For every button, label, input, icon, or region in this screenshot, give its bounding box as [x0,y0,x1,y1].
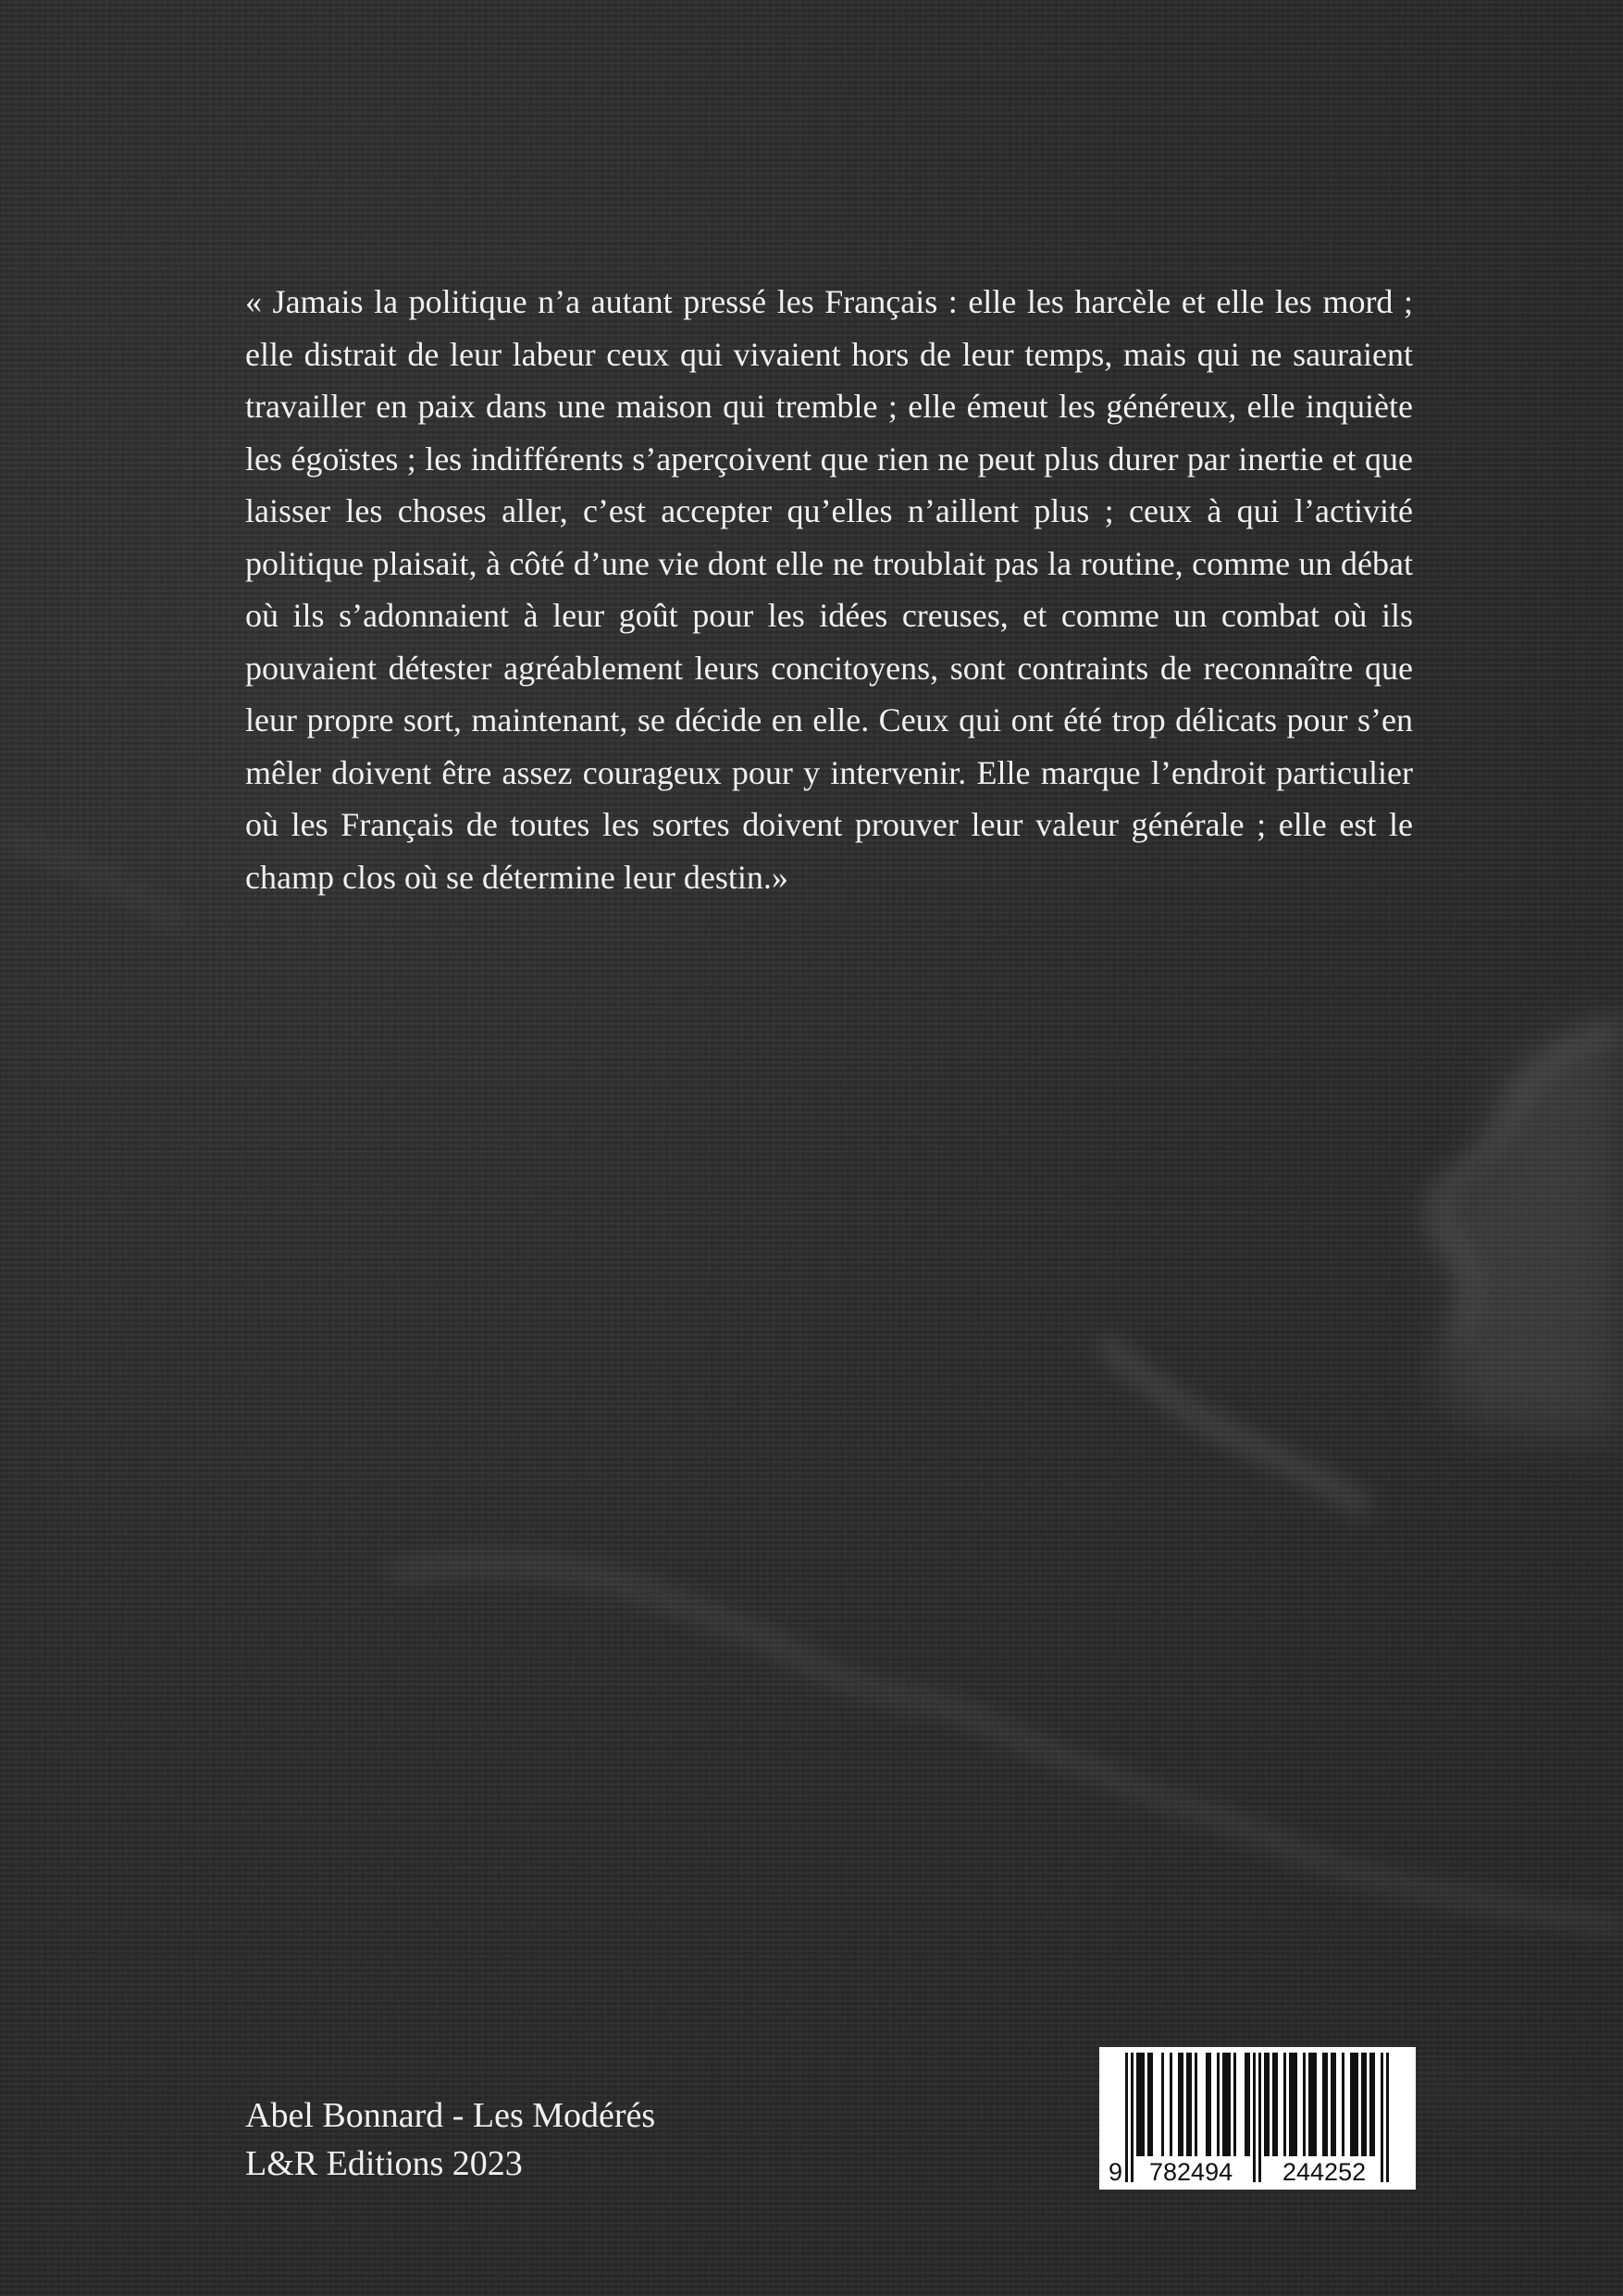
barcode-bar [1292,2053,1295,2156]
isbn-prefix-digit: 9 [1109,2158,1123,2186]
barcode-bar [1275,2053,1278,2156]
barcode-bar [1139,2053,1142,2156]
barcode-bar [1225,2053,1228,2156]
barcode-bar [1186,2053,1189,2156]
barcode-bar [1142,2053,1145,2156]
isbn-left-group: 782494 [1149,2158,1233,2186]
barcode-bar [1325,2053,1328,2156]
barcode-bar [1369,2053,1372,2156]
barcode-bar [1272,2053,1275,2156]
isbn-number [1099,2156,1416,2188]
barcode-bar [1364,2053,1367,2156]
barcode-bar [1136,2053,1139,2156]
barcode-bar [1314,2053,1317,2156]
barcode-bar [1150,2053,1153,2156]
isbn-right-group: 244252 [1282,2158,1367,2186]
barcode-bar [1195,2053,1197,2156]
barcode-bar [1247,2053,1250,2156]
barcode-bar [1245,2053,1247,2156]
barcode-bar [1267,2053,1270,2156]
barcode-bar [1222,2053,1225,2156]
barcode-bar [1322,2053,1325,2156]
barcode-bar [1217,2053,1220,2156]
barcode-bar [1342,2053,1344,2156]
barcode-bar [1303,2053,1306,2156]
barcode-bar [1331,2053,1333,2156]
barcode-bar [1189,2053,1192,2156]
barcode-bar [1161,2053,1164,2156]
barcode-bar [1206,2053,1208,2156]
barcode-bar [1181,2053,1183,2156]
isbn-barcode [1099,2047,1416,2190]
publisher-line: L&R Editions 2023 [245,2144,523,2183]
barcode-bar [1311,2053,1314,2156]
barcode-bar [1264,2053,1267,2156]
barcode-bar [1356,2053,1358,2156]
barcode-bar [1289,2053,1292,2156]
barcode-bar [1353,2053,1356,2156]
barcode-bar [1295,2053,1297,2156]
barcode-bar [1228,2053,1231,2156]
barcode-bar [1283,2053,1286,2156]
barcode-bar [1147,2053,1150,2156]
barcode-bar [1233,2053,1236,2156]
barcode-bar [1170,2053,1172,2156]
barcode-bar [1208,2053,1211,2156]
barcode-bar [1361,2053,1364,2156]
back-cover-quote: « Jamais la politique n’a autant pressé les Français : elle les harcèle et elle les mord ; elle distrait de leur labeur ceux qui vivaient hors de leur temps, mais qui ne sauraient travailler en paix dans une maison qui tremble ; elle émeut les généreux, elle inquiète les égoïstes ; les indifférents s’aperçoivent que rien ne peut plus durer par inertie et que laisser les choses aller, c’est accepter qu’elles n’aillent plus ; ceux à qui l’activité politique plaisait, à côté d’une vie dont elle ne troublait pas la routine, comme un débat où ils s’adonnaient à leur goût pour les idées creuses, et comme un combat où ils pouvaient détester agréablement leurs concitoyens, sont contraints de reconnaître que leur propre sort, maintenant, se décide en elle. Ceux qui ont été trop délicats pour s’en mêler doivent être assez courageux pour y intervenir. Elle marque l’endroit particulier où les Français de toutes les sortes doivent prouver leur valeur générale ; elle est le champ clos où se détermine leur destin.» [245,283,1413,896]
barcode-bar [1308,2053,1311,2156]
author-title-line: Abel Bonnard - Les Modérés [245,2096,656,2135]
book-credits [245,2091,655,2188]
barcode-bar [1333,2053,1336,2156]
barcode-bar [1178,2053,1181,2156]
barcode-bar [1372,2053,1375,2156]
barcode-bar [1350,2053,1353,2156]
